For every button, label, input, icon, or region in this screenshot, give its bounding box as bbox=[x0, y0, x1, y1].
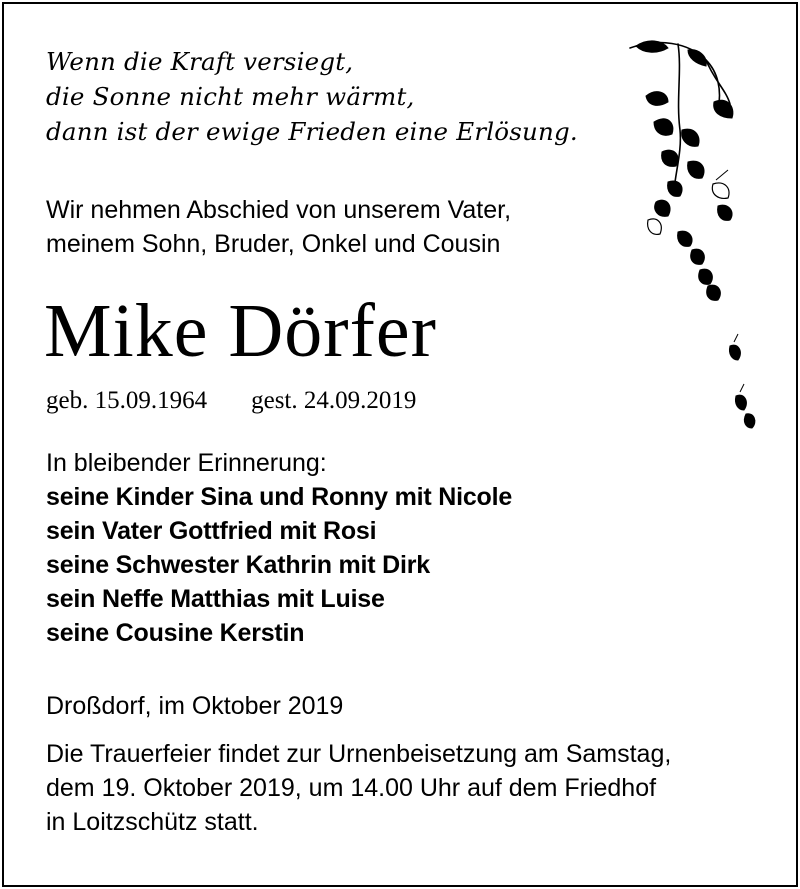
verse-line: Wenn die Kraft versiegt, bbox=[46, 47, 354, 76]
verse-line: die Sonne nicht mehr wärmt, bbox=[46, 82, 415, 111]
funeral-info bbox=[46, 737, 671, 839]
intro-line: Wir nehmen Abschied von unserem Vater, bbox=[46, 196, 512, 224]
funeral-line: Die Trauerfeier findet zur Urnenbeisetzung am Samstag, bbox=[46, 740, 672, 768]
funeral-line: dem 19. Oktober 2019, um 14.00 Uhr auf dem Friedhof bbox=[46, 774, 657, 802]
deceased-name: Mike Dörfer bbox=[44, 289, 437, 373]
intro-line: meinem Sohn, Bruder, Onkel und Cousin bbox=[46, 230, 501, 258]
mourner-line: seine Schwester Kathrin mit Dirk bbox=[46, 551, 431, 579]
death-date: gest. 24.09.2019 bbox=[251, 387, 417, 414]
mourner-line: sein Vater Gottfried mit Rosi bbox=[46, 517, 377, 545]
mourner-line: seine Kinder Sina und Ronny mit Nicole bbox=[46, 483, 513, 511]
mourner-line: seine Cousine Kerstin bbox=[46, 619, 305, 647]
funeral-line: in Loitzschütz statt. bbox=[46, 808, 259, 836]
place-date: Droßdorf, im Oktober 2019 bbox=[46, 692, 344, 720]
mourners-list bbox=[46, 446, 512, 650]
intro-text bbox=[46, 193, 511, 261]
verse-line: dann ist der ewige Frieden eine Erlösung. bbox=[46, 117, 578, 146]
falling-leaves-icon bbox=[618, 30, 778, 450]
verse bbox=[46, 44, 578, 149]
mourners-lead: In bleibender Erinnerung: bbox=[46, 449, 327, 477]
mourner-line: sein Neffe Matthias mit Luise bbox=[46, 585, 385, 613]
life-dates bbox=[46, 384, 416, 418]
birth-date: geb. 15.09.1964 bbox=[46, 387, 208, 414]
